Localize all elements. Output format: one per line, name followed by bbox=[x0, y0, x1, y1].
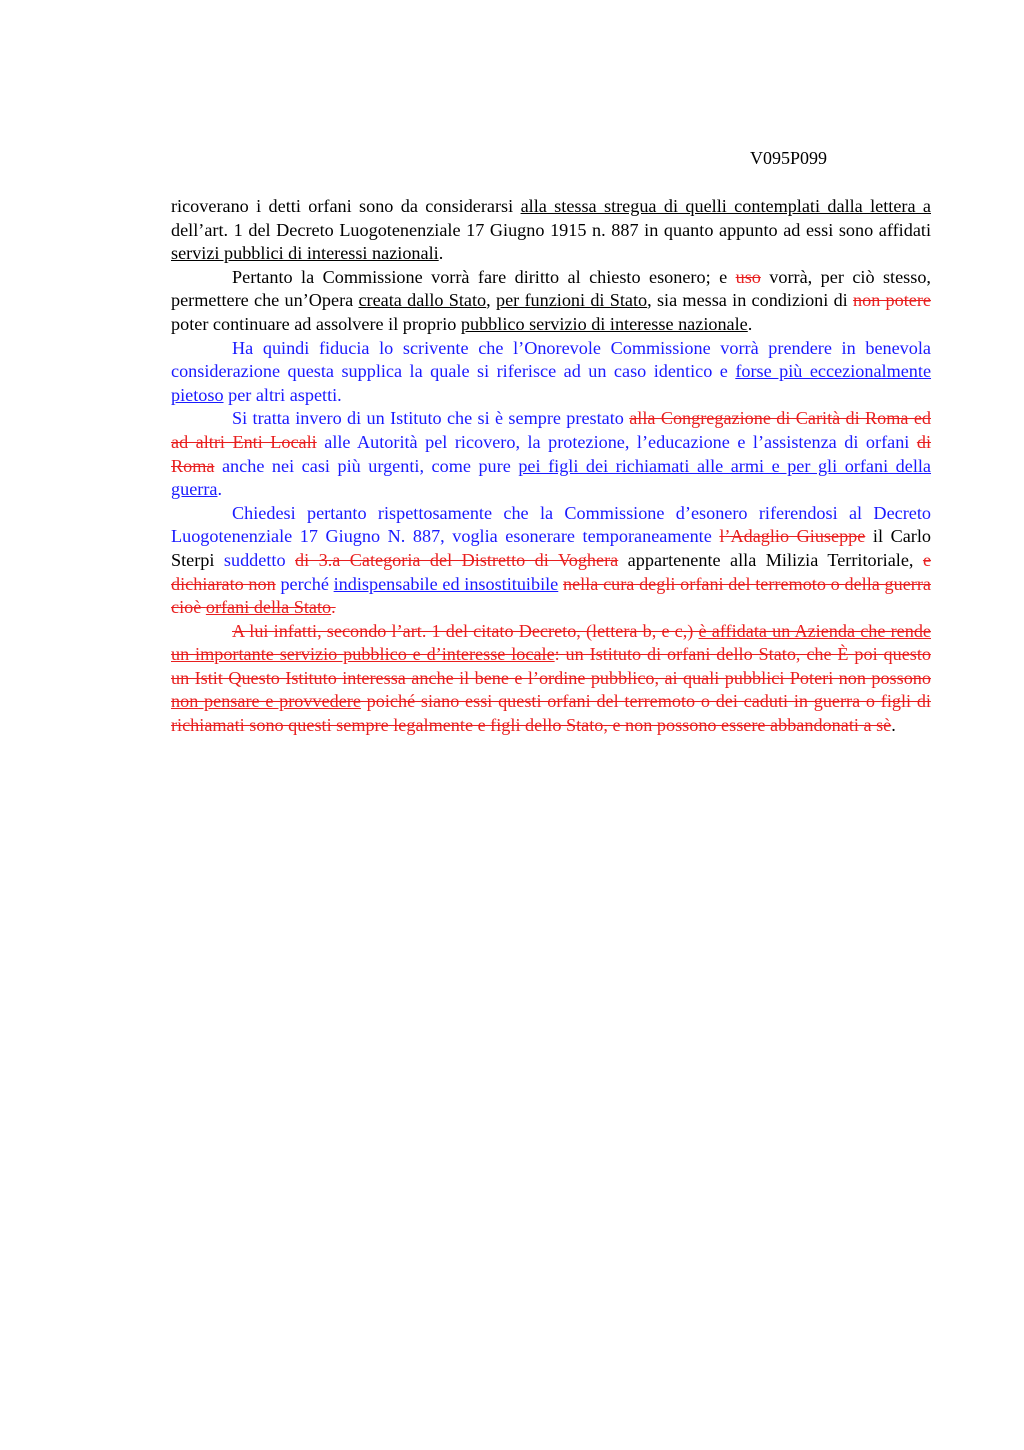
inserted-text-run: per altri aspetti. bbox=[223, 384, 342, 405]
text-run: . bbox=[891, 715, 896, 736]
deleted-text-run: . bbox=[331, 597, 336, 618]
deleted-text-run: uso bbox=[735, 266, 761, 287]
underlined-text-run: creata dallo Stato bbox=[358, 290, 487, 311]
paragraph-5 bbox=[171, 502, 931, 620]
underlined-text-run: servizi pubblici di interessi nazionali bbox=[171, 243, 439, 264]
paragraph-3 bbox=[171, 337, 931, 408]
inserted-text-run: Ha quindi fiducia lo scrivente che l’Onorevole Commissione vorrà prendere in benevola considerazione questa supplica la quale si riferisce ad un caso identico e bbox=[171, 337, 931, 382]
paragraph-6 bbox=[171, 620, 931, 738]
deleted-text-run: di 3.a Categoria del Distretto di Voghera bbox=[295, 549, 619, 570]
paragraph-1 bbox=[171, 195, 931, 266]
text-run: dell’art. 1 del Decreto Luogotenenziale 17 Giugno 1915 n. 887 in quanto appunto ad essi sono affidati bbox=[171, 219, 931, 240]
text-run: . bbox=[747, 313, 753, 334]
text-run: Pertanto la Commissione vorrà fare diritto al chiesto esonero; e bbox=[232, 266, 736, 287]
inserted-underlined-text-run: indispensabile ed insostituibile bbox=[333, 573, 559, 594]
text-run: , sia messa in condizioni di bbox=[647, 290, 853, 311]
text-run: poter continuare ad assolvere il proprio bbox=[171, 313, 461, 334]
text-run: il Carlo Sterpi bbox=[171, 526, 931, 570]
deleted-underlined-text-run: non pensare e provvedere bbox=[171, 691, 361, 712]
inserted-text-run: . bbox=[217, 479, 222, 500]
paragraph-4 bbox=[171, 407, 931, 501]
text-run: ricoverano i detti orfani sono da considerarsi bbox=[171, 196, 521, 216]
inserted-text-run: perché bbox=[275, 573, 334, 594]
deleted-text-run: e dichiarato non bbox=[171, 549, 932, 594]
deleted-underlined-text-run: è affidata un Azienda che rende un importante servizio pubblico e d’interesse locale bbox=[171, 620, 931, 665]
inserted-text-run: suddetto bbox=[223, 549, 286, 570]
deleted-text-run: A lui infatti, secondo l’art. 1 del citato Decreto, (lettera b, e c,) bbox=[232, 620, 699, 641]
paragraph-2 bbox=[171, 266, 931, 337]
deleted-underlined-text-run: orfani della Stato bbox=[205, 597, 332, 618]
deleted-text-run: poiché siano essi questi orfani del terremoto o dei caduti in guerra o figli di richiamati sono questi sempre legalmente e figli dello Stato, e non possono essere abbandonati a sè bbox=[171, 691, 931, 736]
deleted-text-run: : un Istituto di orfani dello Stato, che È poi questo un Istit Questo Istituto interessa anche il bene e l’ordine pubblico, ai quali pubblici Poteri non possono bbox=[171, 644, 931, 688]
underlined-text-run: per funzioni di Stato bbox=[495, 290, 648, 311]
inserted-text-run: alle Autorità pel ricovero, la protezione, l’educazione e l’assistenza di orfani bbox=[316, 431, 917, 452]
deleted-text-run: di Roma bbox=[171, 431, 932, 476]
text-run: appartenente alla Milizia Territoriale, bbox=[618, 549, 923, 570]
text-run: . bbox=[438, 243, 444, 264]
inserted-underlined-text-run: pei figli dei richiamati alle armi e per gli orfani della guerra bbox=[171, 455, 932, 500]
page-identifier: V095P099 bbox=[750, 148, 828, 168]
inserted-text-run: Chiedesi pertanto rispettosamente che la Commissione d’esonero riferendosi al Decreto Luogotenenziale 17 Giugno N. 887, voglia esonerare temporaneamente bbox=[171, 502, 931, 547]
text-run bbox=[286, 550, 295, 570]
underlined-text-run: pubblico servizio di interesse nazionale bbox=[460, 313, 748, 334]
inserted-text-run: Si tratta invero di un Istituto che si è sempre prestato bbox=[232, 408, 630, 429]
document-body bbox=[171, 195, 931, 738]
deleted-text-run: non potere bbox=[853, 290, 931, 311]
deleted-text-run: alla Congregazione di Carità di Roma ed ad altri Enti Locali bbox=[171, 408, 931, 452]
deleted-text-run: l’Adaglio Giuseppe bbox=[719, 526, 866, 547]
text-run: vorrà, per ciò stesso, permettere che un’Opera bbox=[171, 266, 931, 311]
inserted-underlined-text-run: forse più eccezionalmente pietoso bbox=[171, 361, 932, 405]
underlined-text-run: alla stessa stregua di quelli contemplati dalla lettera a bbox=[520, 196, 931, 216]
deleted-text-run: nella cura degli orfani del terremoto o della guerra cioè bbox=[171, 573, 931, 618]
text-run: , bbox=[486, 290, 496, 311]
inserted-text-run: anche nei casi più urgenti, come pure bbox=[214, 455, 519, 476]
